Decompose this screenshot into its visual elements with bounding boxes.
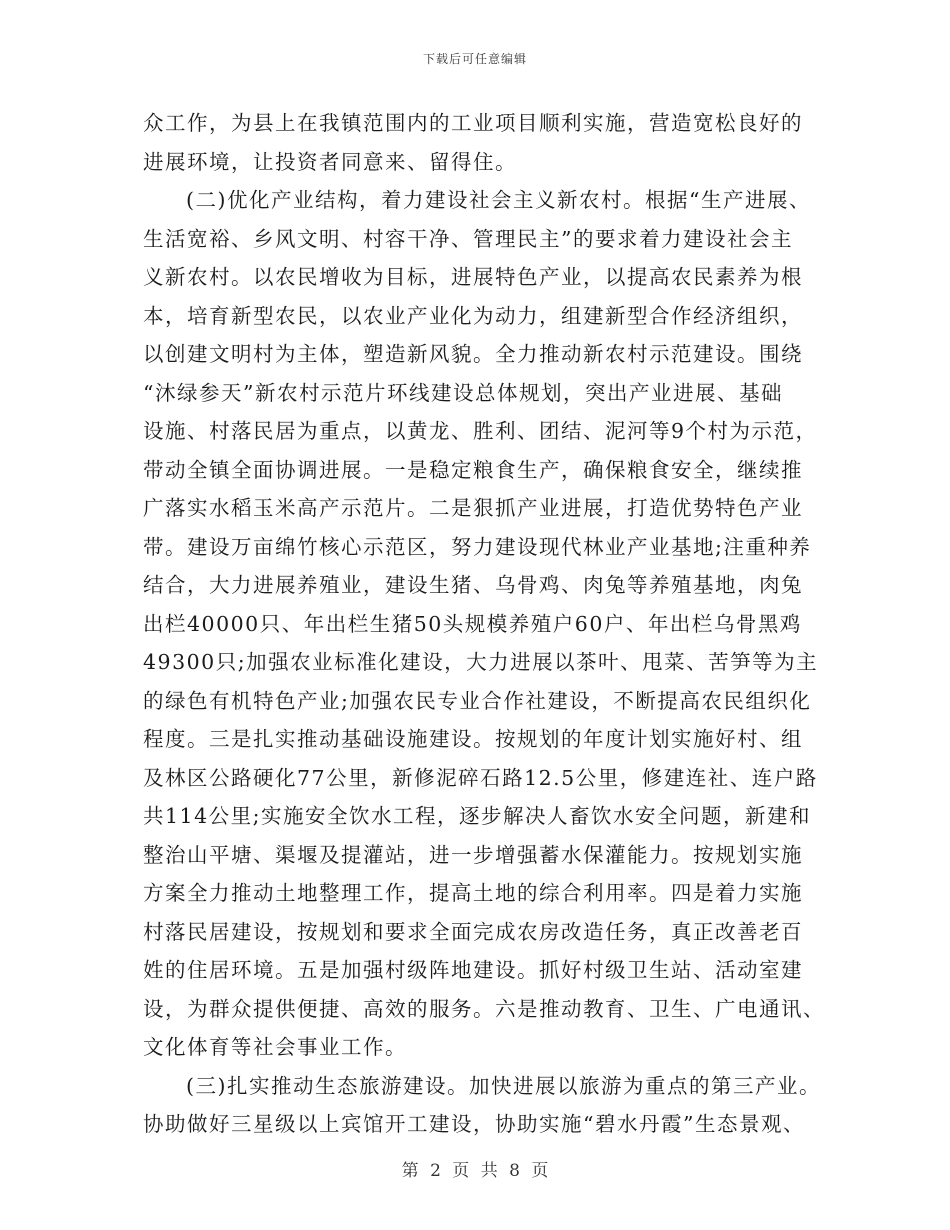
text-line: 及林区公路硬化77公里，新修泥碎石路12.5公里，修建连社、连户路 [143, 765, 818, 790]
text-line: 姓的住居环境。五是加强村级阵地建设。抓好村级卫生站、活动室建 [143, 958, 803, 982]
text-line: 的绿色有机特色产业;加强农民专业合作社建设，不断提高农民组织化 [143, 688, 812, 713]
page-number-footer: 第 2 页 共 8 页 [401, 1161, 549, 1181]
text-line: 结合，大力进展养殖业，建设生猪、乌骨鸡、肉兔等养殖基地，肉兔 [143, 573, 803, 597]
text-line: 设，为群众提供便捷、高效的服务。六是推动教育、卫生、广电通讯、 [143, 996, 825, 1021]
text-line: 众工作，为县上在我镇范围内的工业项目顺利实施，营造宽松良好的 [143, 111, 803, 135]
text-line: 文化体育等社会事业工作。 [143, 1035, 407, 1059]
text-line: 49300只;加强农业标准化建设，大力进展以茶叶、甩菜、苦笋等为主 [143, 650, 819, 674]
text-line: 带动全镇全面协调进展。一是稳定粮食生产，确保粮食安全，继续推 [143, 457, 803, 482]
text-line: 程度。三是扎实推动基础设施建设。按规划的年度计划实施好村、组 [143, 727, 803, 751]
text-line: 共114公里;实施安全饮水工程，逐步解决人畜饮水安全问题，新建和 [143, 804, 812, 828]
text-line: 协助做好三星级以上宾馆开工建设，协助实施“碧水丹霞”生态景观、 [143, 1112, 805, 1136]
text-line: 以创建文明村为主体，塑造新风貌。全力推动新农村示范建设。围绕 [143, 342, 803, 366]
text-line: 整治山平塘、渠堰及提灌站，进一步增强蓄水保灌能力。按规划实施 [143, 842, 803, 867]
text-line: 方案全力推动土地整理工作，提高土地的综合利用率。四是着力实施 [143, 881, 803, 905]
text-line: 出栏40000只、年出栏生猪50头规模养殖户60户、年出栏乌骨黑鸡 [143, 611, 802, 636]
text-line: 广落实水稻玉米高产示范片。二是狠抓产业进展，打造优势特色产业 [143, 496, 803, 520]
paragraph-start-line: (二)优化产业结构，着力建设社会主义新农村。根据“生产进展、 [186, 188, 811, 212]
text-line: “沐绿参天”新农村示范片环线建设总体规划，突出产业进展、基础 [143, 380, 783, 405]
text-line: 义新农村。以农民增收为目标，进展特色产业，以提高农民素养为根 [143, 265, 803, 289]
paragraph-start-line: (三)扎实推动生态旅游建设。加快进展以旅游为重点的第三产业。 [186, 1073, 821, 1098]
text-line: 生活宽裕、乡风文明、村容干净、管理民主”的要求着力建设社会主 [143, 226, 793, 251]
text-line: 本，培育新型农民，以农业产业化为动力，组建新型合作经济组织， [143, 303, 803, 328]
page-header: 下载后可任意编辑 [422, 52, 527, 66]
text-line: 村落民居建设，按规划和要求全面完成农房改造任务，真正改善老百 [143, 919, 803, 944]
document-body [143, 104, 825, 1144]
text-line: 设施、村落民居为重点，以黄龙、胜利、团结、泥河等9个村为示范， [143, 419, 818, 443]
text-line: 带。建设万亩绵竹核心示范区，努力建设现代林业产业基地;注重种养 [143, 534, 812, 559]
text-line: 进展环境，让投资者同意来、留得住。 [143, 149, 517, 174]
